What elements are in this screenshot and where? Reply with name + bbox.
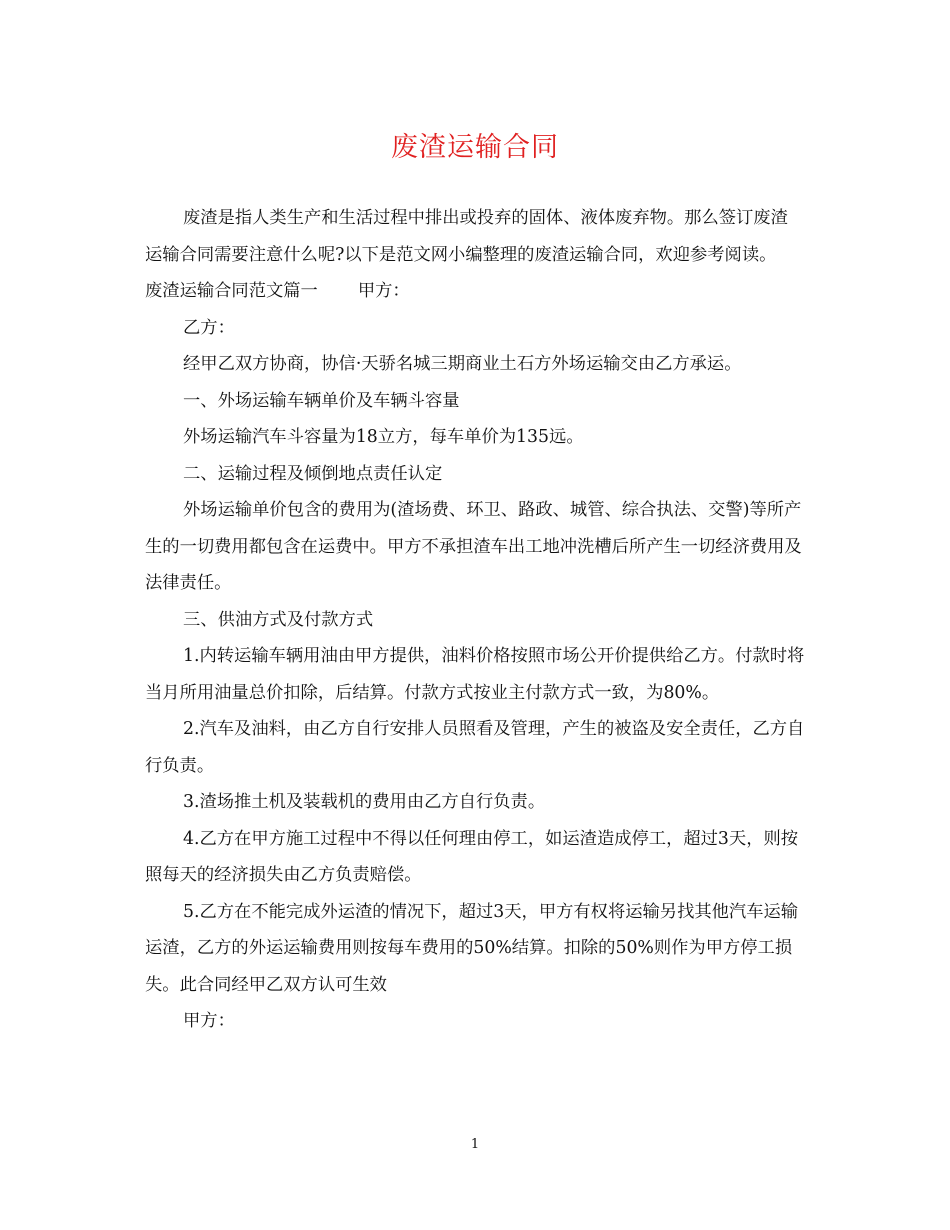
section-2-body: 外场运输单价包含的费用为(渣场费、环卫、路政、城管、综合执法、交警)等所产生的一切费用都包含在运费中。甲方不承担渣车出工地冲洗槽后所产生一切经济费用及法律责任。 — [145, 500, 802, 593]
section-1-title: 一、外场运输车辆单价及车辆斗容量 — [183, 390, 460, 411]
contract-heading-line — [145, 273, 805, 310]
party-a-signature: 甲方： — [183, 1011, 235, 1031]
document-body — [145, 200, 805, 1040]
clause-1: 1.内转运输车辆用油由甲方提供，油料价格按照市场公开价提供给乙方。付款时将当月所用油量总价扣除，后结算。付款方式按业主付款方式一致，为80%。 — [145, 646, 805, 703]
clause-2: 2.汽车及油料，由乙方自行安排人员照看及管理，产生的被盗及安全责任，乙方自行负责。 — [145, 719, 805, 776]
section-3-title: 三、供油方式及付款方式 — [183, 609, 374, 630]
contract-heading: 废渣运输合同范文篇一 — [145, 281, 318, 301]
clause-4: 4.乙方在甲方施工过程中不得以任何理由停工，如运渣造成停工，超过3天，则按照每天的经济损失由乙方负责赔偿。 — [145, 828, 799, 885]
clause-3: 3.渣场推土机及装载机的费用由乙方自行负责。 — [183, 792, 546, 812]
intro-paragraph: 废渣是指人类生产和生活过程中排出或投弃的固体、液体废弃物。那么签订废渣运输合同需要注意什么呢?以下是范文网小编整理的废渣运输合同，欢迎参考阅读。 — [145, 208, 788, 265]
party-a-label: 甲方： — [357, 281, 410, 301]
party-b-label: 乙方： — [183, 317, 235, 338]
document-title: 废渣运输合同 — [391, 132, 559, 163]
page-number: 1 — [470, 1137, 480, 1152]
section-1-body: 外场运输汽车斗容量为18立方，每车单价为135远。 — [183, 427, 584, 447]
agreement-paragraph: 经甲乙双方协商，协信·天骄名城三期商业土石方外场运输交由乙方承运。 — [183, 354, 742, 374]
section-2-title: 二、运输过程及倾倒地点责任认定 — [183, 463, 443, 484]
clause-5: 5.乙方在不能完成外运渣的情况下，超过3天，甲方有权将运输另找其他汽车运输运渣，乙方的外运运输费用则按每车费用的50%结算。扣除的50%则作为甲方停工损失。此合同经甲乙双方认可生效 — [145, 901, 799, 995]
